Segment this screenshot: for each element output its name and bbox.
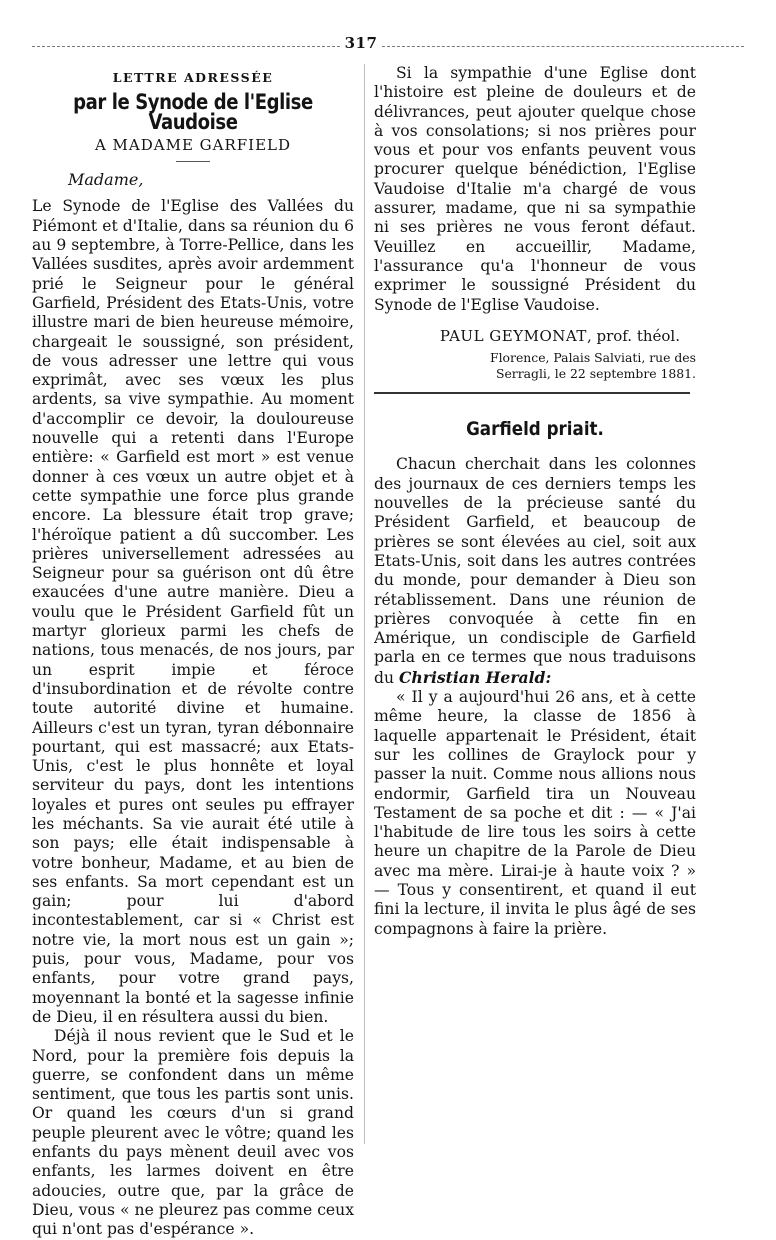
- title-divider: [176, 161, 210, 162]
- signature-title: , prof. théol.: [586, 326, 680, 345]
- article-quote: « Il y a aujourd'hui 26 ans, et à cette même heure, la classe de 1856 à laquelle appartenait le Président, était sur les collines de Graylock pour y passer la nuit. Comme nous allions nous endormir, Garfield tira un Nouveau Testament de sa poche et dit : — « J'ai l'habitude de lire tous les soirs à cette heure un chapitre de la Parole de Dieu avec ma mère. Lirai-je à haute voix ? » — Tous y consentirent, et quand il eut fini la lecture, il invita le plus âgé de ses compagnons à faire la prière.: [374, 688, 696, 938]
- section-divider: [374, 392, 690, 394]
- salutation: Madame,: [68, 170, 144, 190]
- dateline-line-2: Serragli, le 22 septembre 1881.: [495, 366, 696, 382]
- letter-label: LETTRE ADRESSÉE: [112, 70, 274, 85]
- running-head-rule-right: [382, 46, 744, 47]
- article-paragraph-text: Chacun cherchait dans les colonnes des journaux de ces derniers temps les nouvelles de la précieuse santé du Président Garfield, et beaucoup de prières se sont élevées au ciel, soit aux Etats-Unis, soit dans les autres contrées du monde, pour demander à Dieu son rétablissement. Dans une réunion de prières convoquée à cette fin en Amérique, un condisciple de Garfield parla en ce termes que nous traduisons du: [374, 455, 696, 687]
- letter-signature: [374, 327, 696, 346]
- article-source: Christian Herald:: [399, 667, 552, 687]
- article-paragraph: [374, 455, 696, 688]
- dateline: [374, 350, 696, 382]
- letter-addressee: A MADAME GARFIELD: [94, 135, 292, 154]
- right-column: [374, 64, 696, 939]
- letter-paragraph: Le Synode de l'Eglise des Vallées du Piémont et d'Italie, dans sa réunion du 6 au 9 septembre, à Torre-Pellice, dans les Vallées susdites, après avoir ardemment prié le Seigneur pour le général Garfield, Président des Etats-Unis, votre illustre mari de bien heureuse mémoire, chargeait le soussigné, son président, de vous adresser une lettre qui vous exprimât, avec ses vœux les plus ardents, sa vive sympathie. Au moment d'accomplir ce devoir, la douloureuse nouvelle qui a retenti dans l'Europe entière: « Garfield est mort » est venue donner à ces vœux un autre objet et à cette sympathie une force plus grande encore. La blessure était trop grave; l'héroïque patient a dû succomber. Les prières universellement adressées au Seigneur pour sa guérison ont dû être exaucées d'une autre manière. Dieu a voulu que le Président Garfield fût un martyr glorieux parmi les chefs de nations, tous menacés, de nos jours, par un esprit impie et féroce d'insubordination et de révolte contre toute autorité divine et humaine. Ailleurs c'est un tyran, tyran débonnaire pourtant, qui est massacré; aux Etats-Unis, c'est le plus honnête et loyal serviteur du pays, dont les intentions loyales et pures ont seules pu effrayer les méchants. Sa vie aurait été utile à son pays; elle était indispensable à votre bonheur, Madame, et au bien de ses enfants. Sa mort cependant est un gain; pour lui d'abord incontestablement, car si « Christ est notre vie, la mort nous est un gain »; puis, pour vous, Madame, pour vos enfants, pour votre grand pays, moyennant la bonté et la sagesse infinie de Dieu, il en résultera aussi du bien.: [32, 197, 354, 1026]
- column-divider: [364, 64, 365, 1144]
- signature-name: PAUL GEYMONAT: [439, 326, 587, 345]
- letter-title: par le Synode de l'Eglise Vaudoise: [73, 90, 313, 134]
- letter-paragraph: Si la sympathie d'une Eglise dont l'histoire est pleine de douleurs et de délivrances, peut ajouter quelque chose à vos consolations; si nos prières pour vous et pour vos enfants peuvent vous procurer quelque bénédiction, l'Eglise Vaudoise d'Italie m'a chargé de vous assurer, madame, que ni sa sympathie ni ses prières ne vous feront défaut. Veuillez en accueillir, Madame, l'assurance qu'a l'honneur de vous exprimer le soussigné Président du Synode de l'Eglise Vaudoise.: [374, 64, 696, 314]
- letter-paragraph: Déjà il nous revient que le Sud et le Nord, pour la première fois depuis la guerre, se confondent dans un même sentiment, que tous les partis sont unis. Or quand les cœurs d'un si grand peuple pleurent avec le vôtre; quand les enfants du pays mènent deuil avec vos enfants, les larmes doivent en être adoucies, outre que, par la grâce de Dieu, vous « ne pleurez pas comme ceux qui n'ont pas d'espérance ».: [32, 1027, 354, 1239]
- article-title: Garfield priait.: [466, 418, 604, 441]
- page-number: 317: [344, 34, 378, 52]
- running-head-rule-left: [32, 46, 340, 47]
- dateline-line-1: Florence, Palais Salviati, rue des: [490, 350, 696, 366]
- left-column: [32, 64, 354, 1240]
